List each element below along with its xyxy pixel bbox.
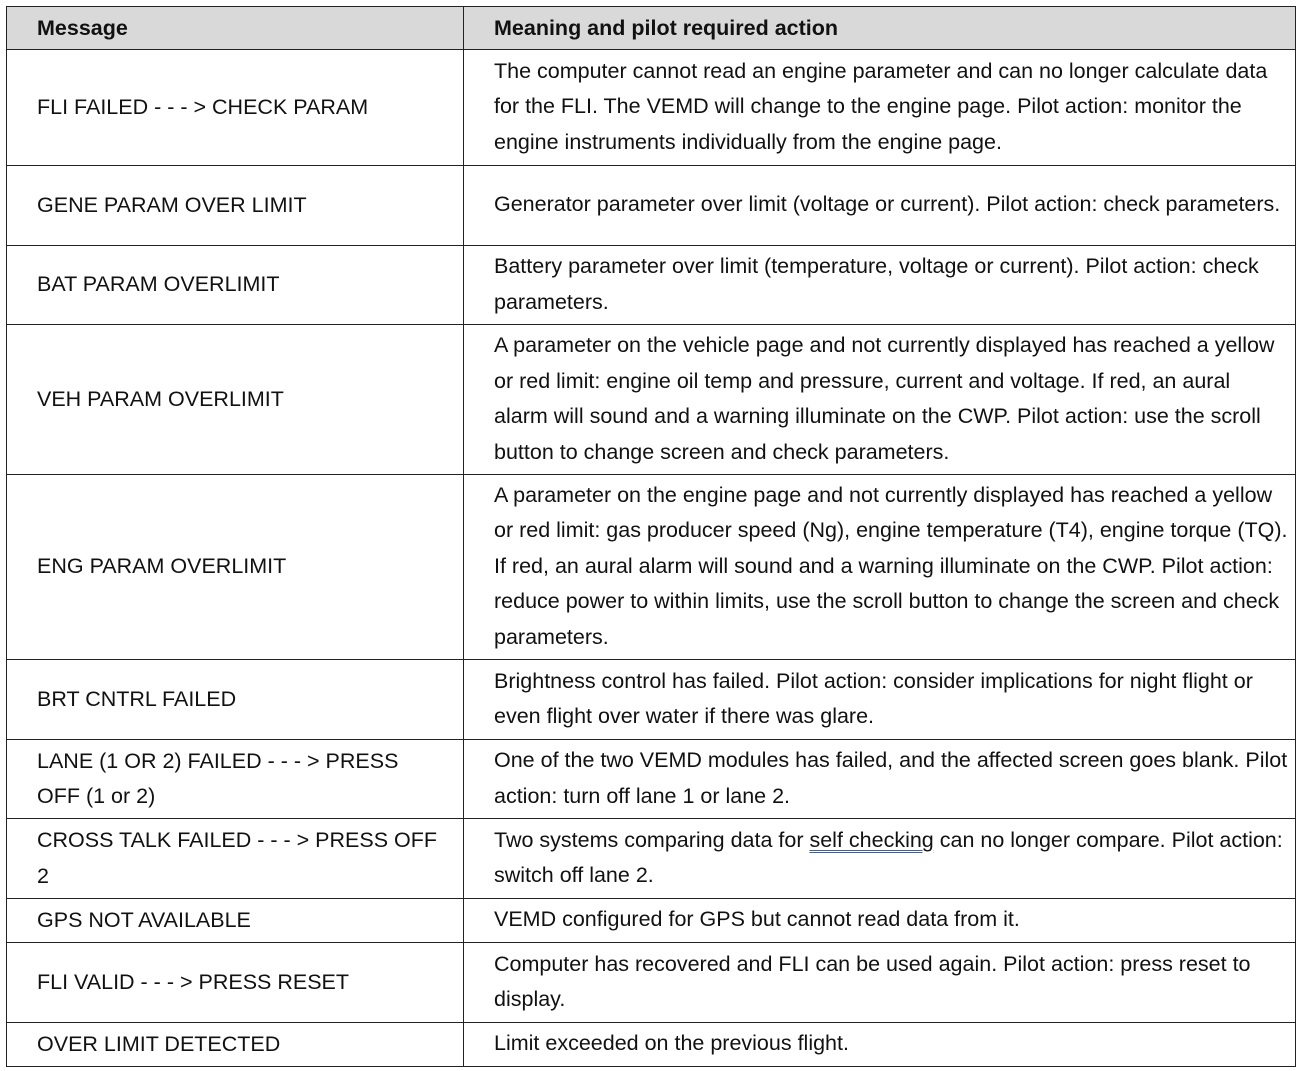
vemd-message-table: [6, 6, 1296, 1067]
message-cell: CROSS TALK FAILED - - - > PRESS OFF 2: [7, 819, 464, 899]
message-cell: BAT PARAM OVERLIMIT: [7, 246, 464, 325]
table-row: [7, 943, 1296, 1023]
table-row: [7, 325, 1296, 475]
message-cell: GENE PARAM OVER LIMIT: [7, 166, 464, 246]
meaning-cell: A parameter on the engine page and not currently displayed has reached a yellow or red limit: gas producer speed (Ng), engine temperature (T4), engine torque (TQ). If red, an aural alarm will sound and a warning illuminate on the CWP. Pilot action: reduce power to within limits, use the scroll button to change the screen and check parameters.: [464, 475, 1296, 660]
message-cell: GPS NOT AVAILABLE: [7, 899, 464, 943]
table-row: [7, 246, 1296, 325]
table-row: [7, 50, 1296, 166]
meaning-cell: VEMD configured for GPS but cannot read data from it.: [464, 899, 1296, 943]
table-row: [7, 1023, 1296, 1067]
table-row: [7, 166, 1296, 246]
message-cell: FLI FAILED - - - > CHECK PARAM: [7, 50, 464, 166]
table-row: [7, 740, 1296, 819]
meaning-cell: Generator parameter over limit (voltage or current). Pilot action: check parameters.: [464, 166, 1296, 246]
column-header-message: Message: [7, 7, 464, 50]
message-cell: FLI VALID - - - > PRESS RESET: [7, 943, 464, 1023]
table-row: [7, 899, 1296, 943]
meaning-cell: A parameter on the vehicle page and not currently displayed has reached a yellow or red limit: engine oil temp and pressure, current and voltage. If red, an aural alarm will sound and a warning illuminate on the CWP. Pilot action: use the scroll button to change screen and check parameters.: [464, 325, 1296, 475]
meaning-cell: Limit exceeded on the previous flight.: [464, 1023, 1296, 1067]
grammar-flagged-text[interactable]: self checking: [809, 827, 934, 852]
meaning-cell: Brightness control has failed. Pilot action: consider implications for night flight or even flight over water if there was glare.: [464, 660, 1296, 740]
message-cell: VEH PARAM OVERLIMIT: [7, 325, 464, 475]
meaning-text: Two systems comparing data for: [494, 827, 810, 852]
table-row: [7, 819, 1296, 899]
meaning-cell: Battery parameter over limit (temperature, voltage or current). Pilot action: check parameters.: [464, 246, 1296, 325]
meaning-cell: Computer has recovered and FLI can be used again. Pilot action: press reset to display.: [464, 943, 1296, 1023]
message-cell: BRT CNTRL FAILED: [7, 660, 464, 740]
meaning-cell: One of the two VEMD modules has failed, and the affected screen goes blank. Pilot action: turn off lane 1 or lane 2.: [464, 740, 1296, 819]
table-row: [7, 475, 1296, 660]
header-row: [7, 7, 1296, 50]
table-row: [7, 660, 1296, 740]
meaning-cell: The computer cannot read an engine parameter and can no longer calculate data for the FLI. The VEMD will change to the engine page. Pilot action: monitor the engine instruments individually from the engine page.: [464, 50, 1296, 166]
message-cell: ENG PARAM OVERLIMIT: [7, 475, 464, 660]
message-cell: LANE (1 OR 2) FAILED - - - > PRESS OFF (1 or 2): [7, 740, 464, 819]
meaning-text: can no longer compare. Pilot action: switch off lane 2.: [494, 827, 1283, 887]
meaning-cell: [464, 819, 1296, 899]
column-header-meaning: Meaning and pilot required action: [464, 7, 1296, 50]
message-cell: OVER LIMIT DETECTED: [7, 1023, 464, 1067]
